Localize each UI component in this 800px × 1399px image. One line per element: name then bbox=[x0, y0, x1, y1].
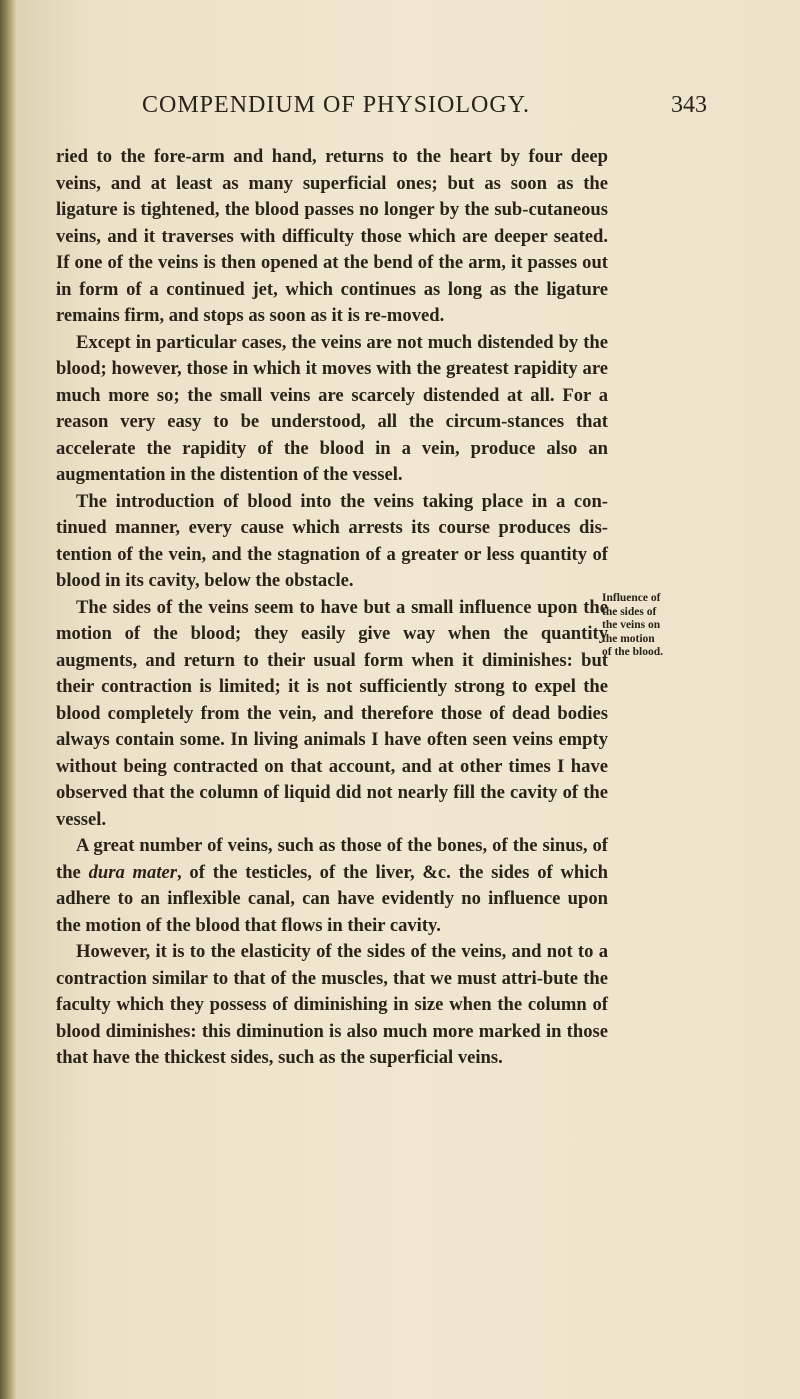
page-number: 343 bbox=[671, 92, 707, 118]
running-head-title: COMPENDIUM OF PHYSIOLOGY. bbox=[142, 92, 530, 118]
book-binding-edge bbox=[0, 0, 16, 1399]
running-head bbox=[16, 92, 800, 132]
paragraph-elasticity: However, it is to the elasticity of the sides of the veins, and not to a contraction similar to that of the muscles, that we must attri-bute the faculty which they possess of diminishing in size when the column of blood diminishes: this diminution is also much more marked in those that have the thickest sides, such as the superficial veins. bbox=[56, 941, 608, 1068]
margin-note-line: of the blood. bbox=[602, 646, 664, 658]
paragraph-introduction-of-blood: The introduction of blood into the veins taking place in a con-tinued manner, every cause which arrests its course produces dis-tention of the vein, and the stagnation of a greater or less quantity of blood in its cavity, below the obstacle. bbox=[56, 490, 608, 591]
paragraph-vein-distention: Except in particular cases, the veins are not much distended by the blood; however, those in which it moves with the greatest rapidity are much more so; the small veins are scarcely distended at all. For a reason very easy to be understood, all the circum-stances that accelerate the rapidity of the blood in a vein, produce also an augmentation in the distention of the vessel. bbox=[56, 331, 608, 485]
paragraph-text-after: , of the testicles, of the liver, &c. the sides of which adhere to an inflexible canal, can have evidently no influence upon the motion of the blood that flows in their cavity. bbox=[56, 861, 609, 936]
italic-term-dura-mater: dura mater bbox=[88, 861, 177, 883]
margin-note-line: Influence of bbox=[602, 592, 661, 604]
margin-note-line: the motion bbox=[602, 632, 655, 645]
paragraph-great-number-of-veins bbox=[56, 833, 608, 939]
margin-note-line: the sides of bbox=[602, 605, 657, 618]
margin-note-line: the veins on bbox=[602, 619, 661, 631]
margin-note bbox=[602, 592, 702, 660]
book-page bbox=[16, 0, 800, 1399]
paragraph-text-before: A great number of veins, such as those of the bones, of the sinus, of the bbox=[56, 835, 608, 883]
body-text bbox=[56, 144, 608, 1072]
paragraph-continued: ried to the fore-arm and hand, returns to the heart by four deep veins, and at least as many superficial ones; but as soon as the ligature is tightened, the blood passes no longer by the sub-cutaneous veins, and it traverses with difficulty those which are deeper seated. If one of the veins is then opened at the bend of the arm, it passes out in form of a continued jet, which continues as long as the ligature remains firm, and stops as soon as it is re-moved. bbox=[56, 146, 608, 326]
paragraph-sides-of-veins: The sides of the veins seem to have but a small influence upon the motion of the blood; they easily give way when the quantity augments, and return to their usual form when it diminishes: but their contraction is limited; it is not sufficiently strong to expel the blood completely from the vein, and therefore those of dead bodies always contain some. In living animals I have often seen veins empty without being contracted on that account, and at other times I have observed that the column of liquid did not nearly fill the cavity of the vessel. bbox=[56, 596, 608, 830]
